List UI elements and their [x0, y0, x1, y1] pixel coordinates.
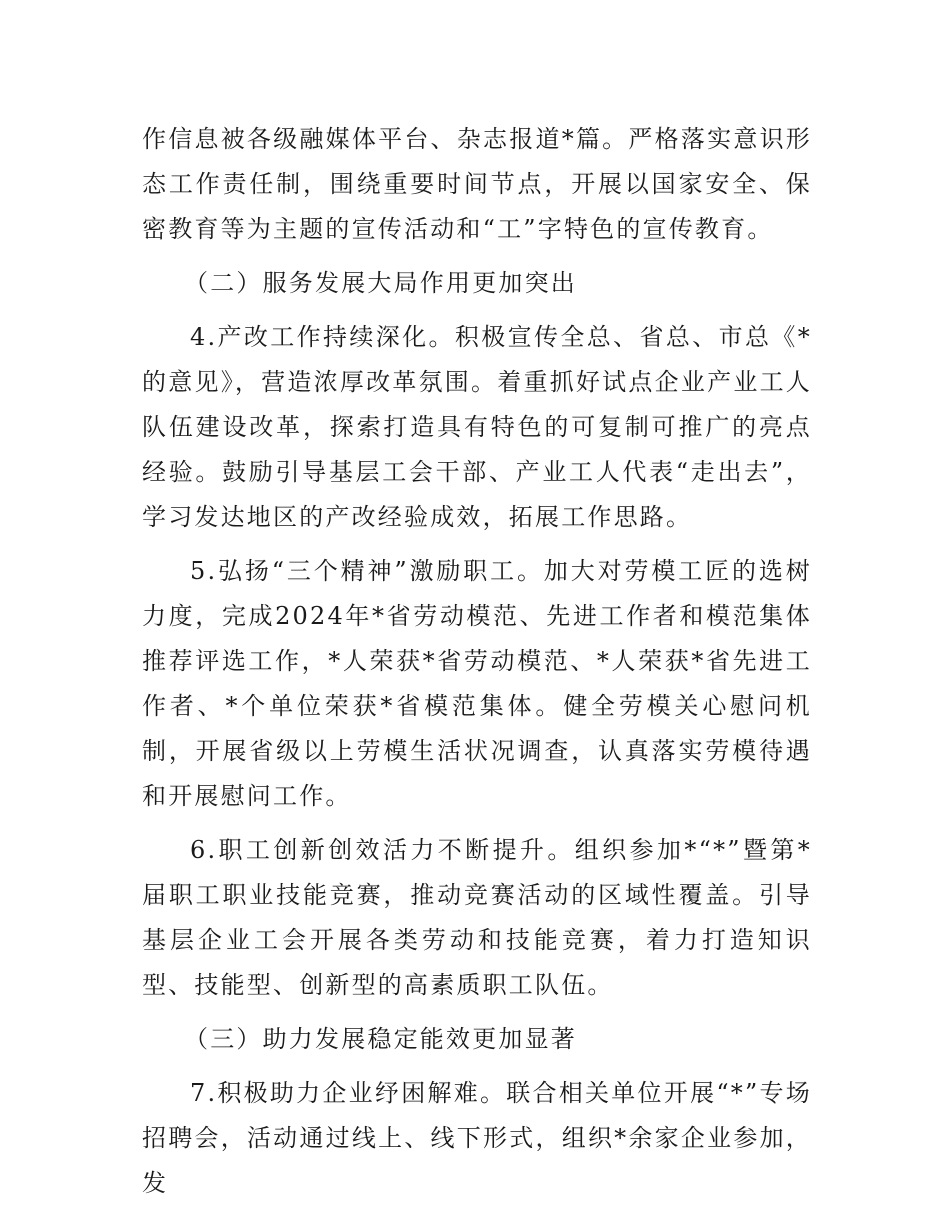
body-paragraph: 作信息被各级融媒体平台、杂志报道*篇。严格落实意识形态工作责任制，围绕重要时间节点，开展以国家安全、保密教育等为主题的宣传活动和“工”字特色的宣传教育。 [142, 125, 812, 243]
body-paragraph: 7.积极助力企业纾困解难。联合相关单位开展“*”专场招聘会，活动通过线上、线下形式，组织*余家企业参加，发 [142, 1079, 812, 1197]
section-heading: （三）助力发展稳定能效更加显著 [184, 1025, 577, 1053]
body-paragraph: 5.弘扬“三个精神”激励职工。加大对劳模工匠的选树力度，完成2024年*省劳动模范、先进工作者和模范集体推荐评选工作，*人荣获*省劳动模范、*人荣获*省先进工作者、*个单位荣获*省模范集体。健全劳模关心慰问机制，开展省级以上劳模生活状况调查，认真落实劳模待遇和开展慰问工作。 [142, 557, 812, 810]
body-paragraph: 6.职工创新创效活力不断提升。组织参加*“*”暨第*届职工职业技能竞赛，推动竞赛活动的区域性覆盖。引导基层企业工会开展各类劳动和技能竞赛，着力打造知识型、技能型、创新型的高素质职工队伍。 [142, 836, 812, 999]
section-heading: （二）服务发展大局作用更加突出 [184, 269, 577, 297]
body-paragraph: 4.产改工作持续深化。积极宣传全总、省总、市总《*的意见》，营造浓厚改革氛围。着重抓好试点企业产业工人队伍建设改革，探索打造具有特色的可复制可推广的亮点经验。鼓励引导基层工会干部、产业工人代表“走出去”，学习发达地区的产改经验成效，拓展工作思路。 [142, 323, 812, 531]
